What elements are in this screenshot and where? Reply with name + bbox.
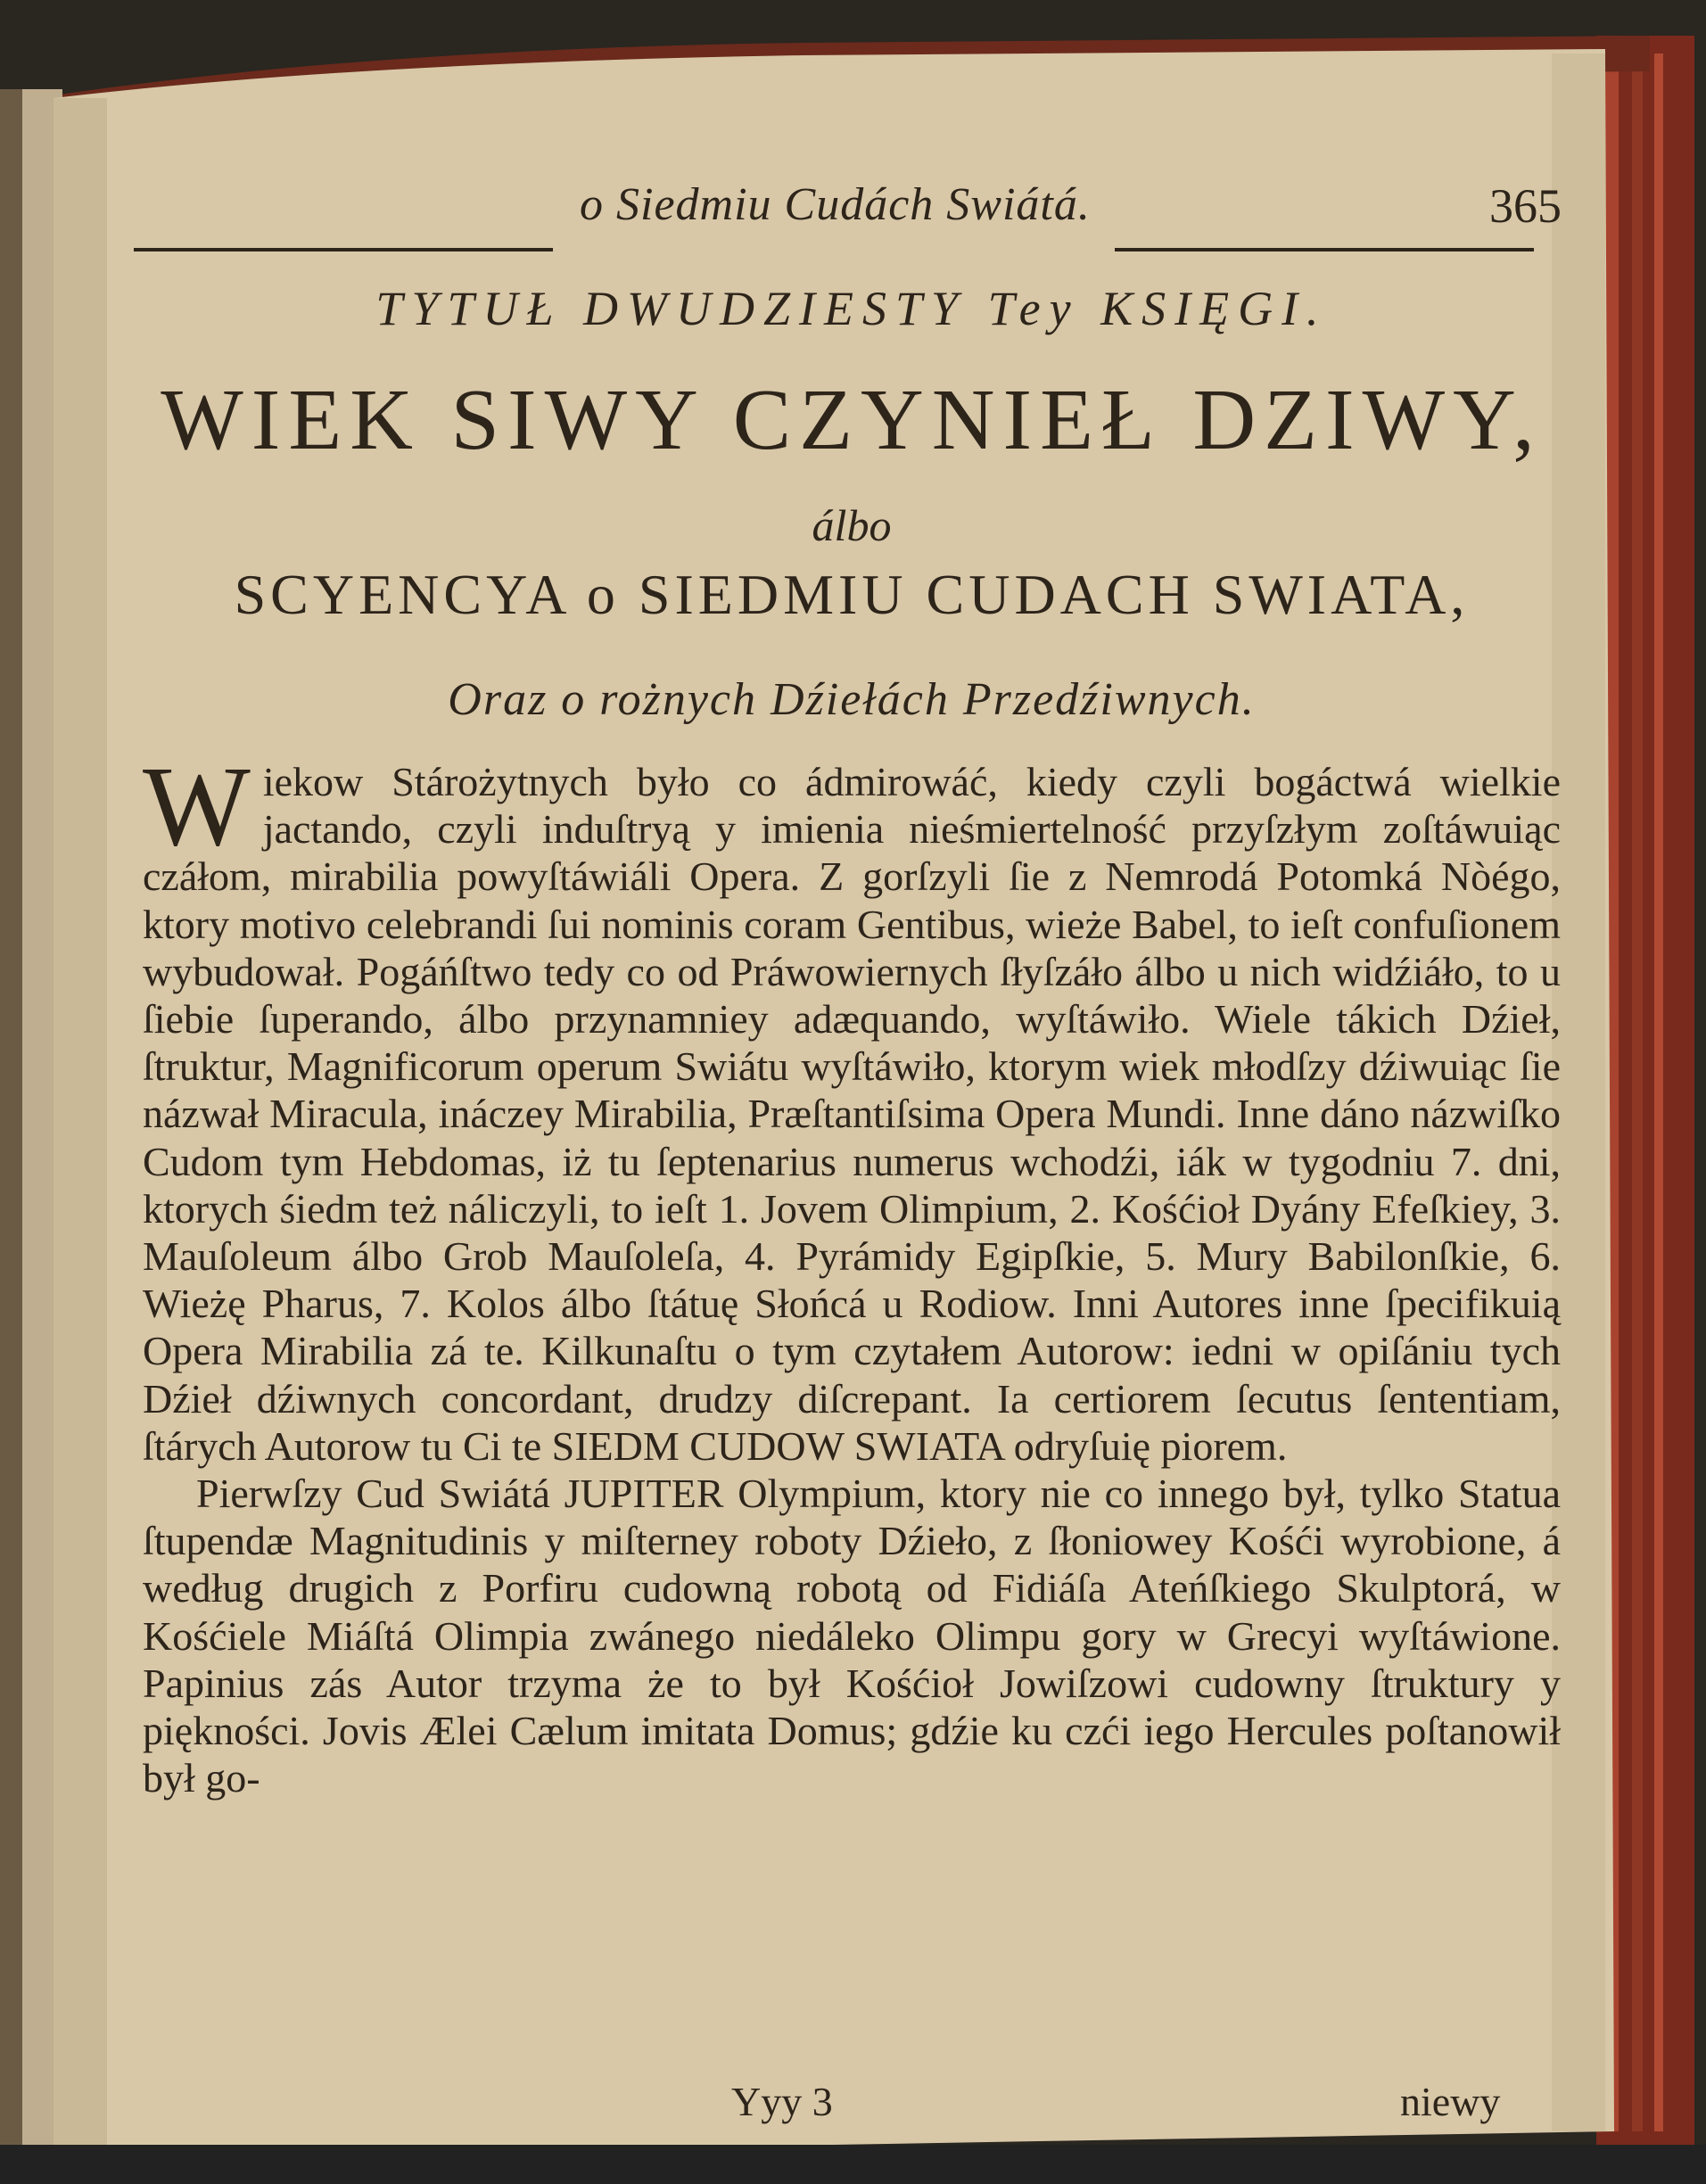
albo-connector: álbo — [812, 500, 892, 550]
book-title: TYTUŁ DWUDZIESTY Tey KSIĘGI. — [375, 282, 1328, 335]
subheading: SCYENCYA o SIEDMIU CUDACH SWIATA, — [234, 563, 1470, 626]
drop-cap: W — [143, 743, 251, 869]
book-page — [134, 169, 1570, 2131]
body-text — [143, 743, 1561, 1801]
header-rule-right — [1115, 248, 1534, 251]
page-footer — [134, 2078, 1570, 2131]
paragraph-2: Pierwſzy Cud Swiátá JUPITER Olympium, ktory nie co innego był, tylko Statua ſtupendæ Magnitudinis y miſterney roboty Dźieło, z ſłoniowey Kośći wyrobione, á według drugich z Porfiru cudowną robotą od Fidiáſa Ateńſkiego Skulptorá, w Kośćiele Miáſtá Olimpia zwánego niedáleko Olimpu gory w Grecyi wyſtáwione. Papinius zás Autor trzyma że to był Kośćioł Jowiſzowi cudowny ſtruktury y piękności. Jovis Ælei Cælum imitata Domus; gdźie ku czći iego Hercules poſtanowił był go- — [143, 1471, 1561, 1801]
subtitle: Oraz o rożnych Dźiełách Przedźiwnych. — [448, 674, 1256, 725]
paragraph-1-text: iekow Stárożytnych było co ádmirowáć, kiedy czyli bogáctwá wielkie jactando, czyli induſtryą y imienia nieśmiertelność przyſzłym zoſtáwuiąc czáłom, mirabilia powyſtáwiáli Opera. Z gorſzyli ſie z Nemrodá Potomká Nòégo, ktory motivo celebrandi ſui nominis coram Gentibus, wieże Babel, to ieſt confuſionem wybudował. Pogáńſtwo tedy co od Práwowiernych ſłyſzáło álbo u nich widźiáło, to u ſiebie ſuperando, álbo przynamniey adæquando, wyſtáwiło. Wiele tákich Dźieł, ſtruktur, Magnificorum operum Swiátu wyſtáwiło, ktorym wiek młodſzy dźiwuiąc ſie názwał Miracula, ináczey Mirabilia, Præſtantiſsima Opera Mundi. Inne dáno názwiſko Cudom tym Hebdomas, iż tu ſeptenarius numerus wchodźi, iák w tygodniu 7. dni, ktorych śiedm też náliczyli, to ieſt 1. Jovem Olimpium, 2. Kośćioł Dyány Efeſkiey, 3. Mauſoleum álbo Grob Mauſoleſa, 4. Pyrámidy Egipſkie, 5. Mury Babilonſkie, 6. Wieżę Pharus, 7. Kolos álbo ſtátuę Słońcá u Rodiow. Inni Autores inne ſpecifikuią Opera Mirabilia zá te. Kilkunaſtu o tym czytałem Autorow: iedni w opiſániu tych Dźieł dźiwnych concordant, drudzy diſcrepant. Ia certiorem ſecutus ſententiam, ſtárych Autorow tu Ci te SIEDM CUDOW SWIATA odryſuię piorem. — [143, 759, 1561, 1469]
signature-mark: Yyy 3 — [731, 2079, 833, 2124]
page-number: 365 — [1489, 179, 1562, 233]
running-head — [134, 169, 1570, 268]
main-heading: WIEK SIWY CZYNIEŁ DZIWY, — [161, 372, 1543, 468]
running-head-title: o Siedmiu Cudách Swiátá. — [580, 179, 1091, 230]
header-rule-left — [134, 248, 553, 251]
paragraph-1 — [143, 743, 1561, 1470]
catchword: niewy — [1400, 2079, 1501, 2124]
